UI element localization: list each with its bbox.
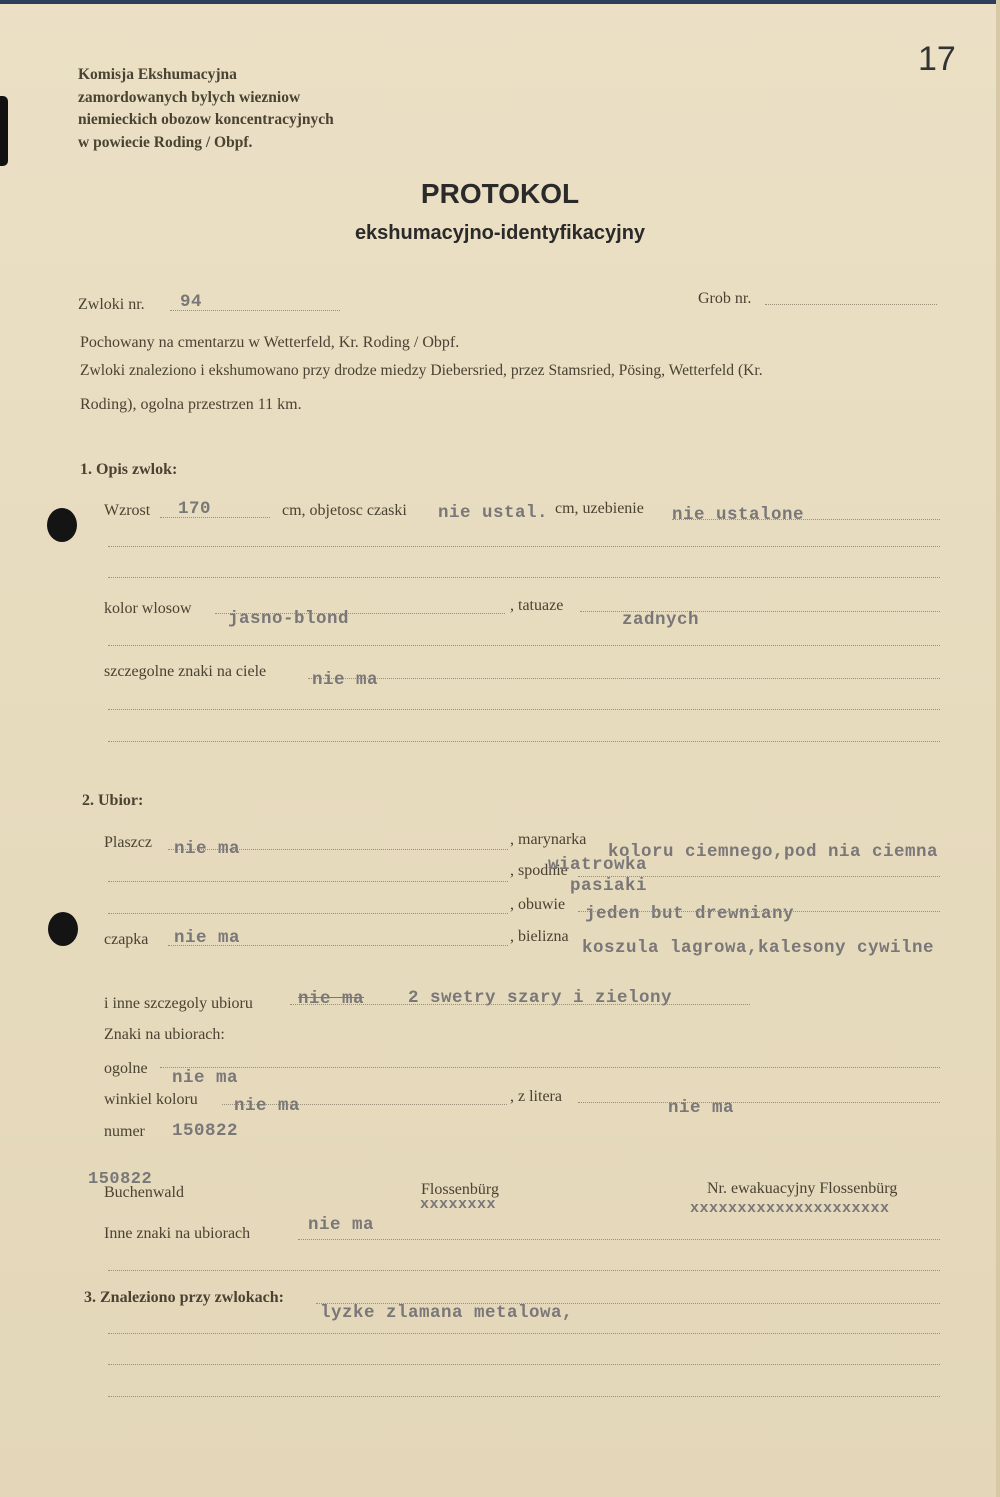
marynarka-label: , marynarka	[510, 831, 587, 848]
inne-znaki-label: Inne znaki na ubiorach	[104, 1225, 251, 1242]
buchenwald-label: Buchenwald	[104, 1184, 184, 1201]
inne-szczegoly-label: i inne szczegoly ubioru	[104, 995, 253, 1012]
znaleziono-text-1: Zwloki znaleziono i ekshumowano przy drodze miedzy Diebersried, przez Stamsried, Pösing, Wetterfeld (Kr.	[80, 362, 763, 379]
ewakuacyjny-value: xxxxxxxxxxxxxxxxxxxxx	[690, 1200, 890, 1217]
numer-label: numer	[104, 1123, 145, 1140]
spodnie-value-2: pasiaki	[570, 876, 648, 896]
spodnie-value-1: wiatrowka	[548, 855, 648, 875]
punch-hole-upper	[47, 508, 77, 542]
grob-label: Grob nr.	[698, 290, 752, 307]
section3-heading: 3. Znaleziono przy zwlokach:	[84, 1289, 284, 1306]
zwloki-value: 94	[180, 292, 203, 312]
document-subtitle: ekshumacyjno-identyfikacyjny	[354, 222, 646, 244]
wzrost-value: 170	[178, 499, 212, 519]
obuwie-label: , obuwie	[510, 896, 566, 913]
winkiel-label: winkiel koloru	[104, 1091, 198, 1108]
czapka-value: nie ma	[174, 928, 241, 948]
flossenburg-value: xxxxxxxx	[420, 1196, 497, 1213]
kolor-value: jasno-blond	[228, 609, 350, 629]
tatuaze-label: , tatuaze	[510, 597, 564, 614]
uzebienie-value: nie ustalone	[672, 505, 805, 525]
obuwie-value: jeden but drewniany	[585, 904, 795, 924]
znaki-ubiorach-heading: Znaki na ubiorach:	[104, 1026, 225, 1043]
uzebienie-label: cm, uzebienie	[555, 500, 644, 517]
org-line-3: niemieckich obozow koncentracyjnych	[78, 111, 334, 128]
section2-heading: 2. Ubior:	[82, 792, 144, 809]
bielizna-value: koszula lagrowa,kalesony cywilne	[582, 938, 935, 958]
czapka-label: czapka	[104, 931, 149, 948]
znaki-ciele-label: szczegolne znaki na ciele	[104, 663, 267, 680]
punch-hole-lower	[48, 912, 78, 946]
section3-value: lyzke zlamana metalowa,	[320, 1303, 574, 1323]
buchenwald-number: 150822	[88, 1170, 153, 1189]
plaszcz-label: Plaszcz	[104, 834, 152, 851]
spodnie-label: , spodnie	[510, 862, 568, 879]
ewakuacyjny-label: Nr. ewakuacyjny Flossenbürg	[707, 1180, 898, 1197]
marynarka-value: koloru ciemnego,pod nia ciemna	[608, 842, 939, 862]
bielizna-label: , bielizna	[510, 928, 569, 945]
document-title: PROTOKOL	[420, 178, 580, 209]
org-line-1: Komisja Ekshumacyjna	[78, 66, 237, 83]
org-line-2: zamordowanych bylych wiezniow	[78, 89, 301, 106]
page-number: 17	[918, 40, 956, 78]
zwloki-label: Zwloki nr.	[78, 296, 145, 313]
inne-szczegoly-struck: nie ma	[298, 989, 365, 1009]
ogolne-label: ogolne	[104, 1060, 148, 1077]
section1-heading: 1. Opis zwlok:	[80, 461, 178, 478]
tatuaze-value: zadnych	[622, 610, 700, 630]
kolor-label: kolor wlosow	[104, 600, 192, 617]
litera-value: nie ma	[668, 1098, 735, 1118]
znaleziono-text-2: Roding), ogolna przestrzen 11 km.	[80, 396, 302, 413]
czaszka-value: nie ustal.	[438, 503, 549, 523]
ogolne-value: nie ma	[172, 1068, 239, 1088]
litera-label: , z litera	[510, 1088, 562, 1105]
inne-szczegoly-value: 2 swetry szary i zielony	[408, 988, 673, 1008]
plaszcz-value: nie ma	[174, 839, 241, 859]
inne-znaki-value: nie ma	[308, 1215, 375, 1235]
winkiel-value: nie ma	[234, 1096, 301, 1116]
flossenburg-label: Flossenbürg	[421, 1181, 499, 1198]
binder-mark	[0, 96, 8, 166]
znaki-ciele-value: nie ma	[312, 670, 379, 690]
org-line-4: w powiecie Roding / Obpf.	[78, 134, 253, 151]
scan-top-edge	[0, 0, 1000, 4]
numer-value: 150822	[172, 1121, 239, 1141]
pochowany-text: Pochowany na cmentarzu w Wetterfeld, Kr. Roding / Obpf.	[80, 334, 460, 351]
wzrost-label: Wzrost	[104, 502, 151, 519]
cm-label: cm, objetosc czaski	[282, 502, 407, 519]
